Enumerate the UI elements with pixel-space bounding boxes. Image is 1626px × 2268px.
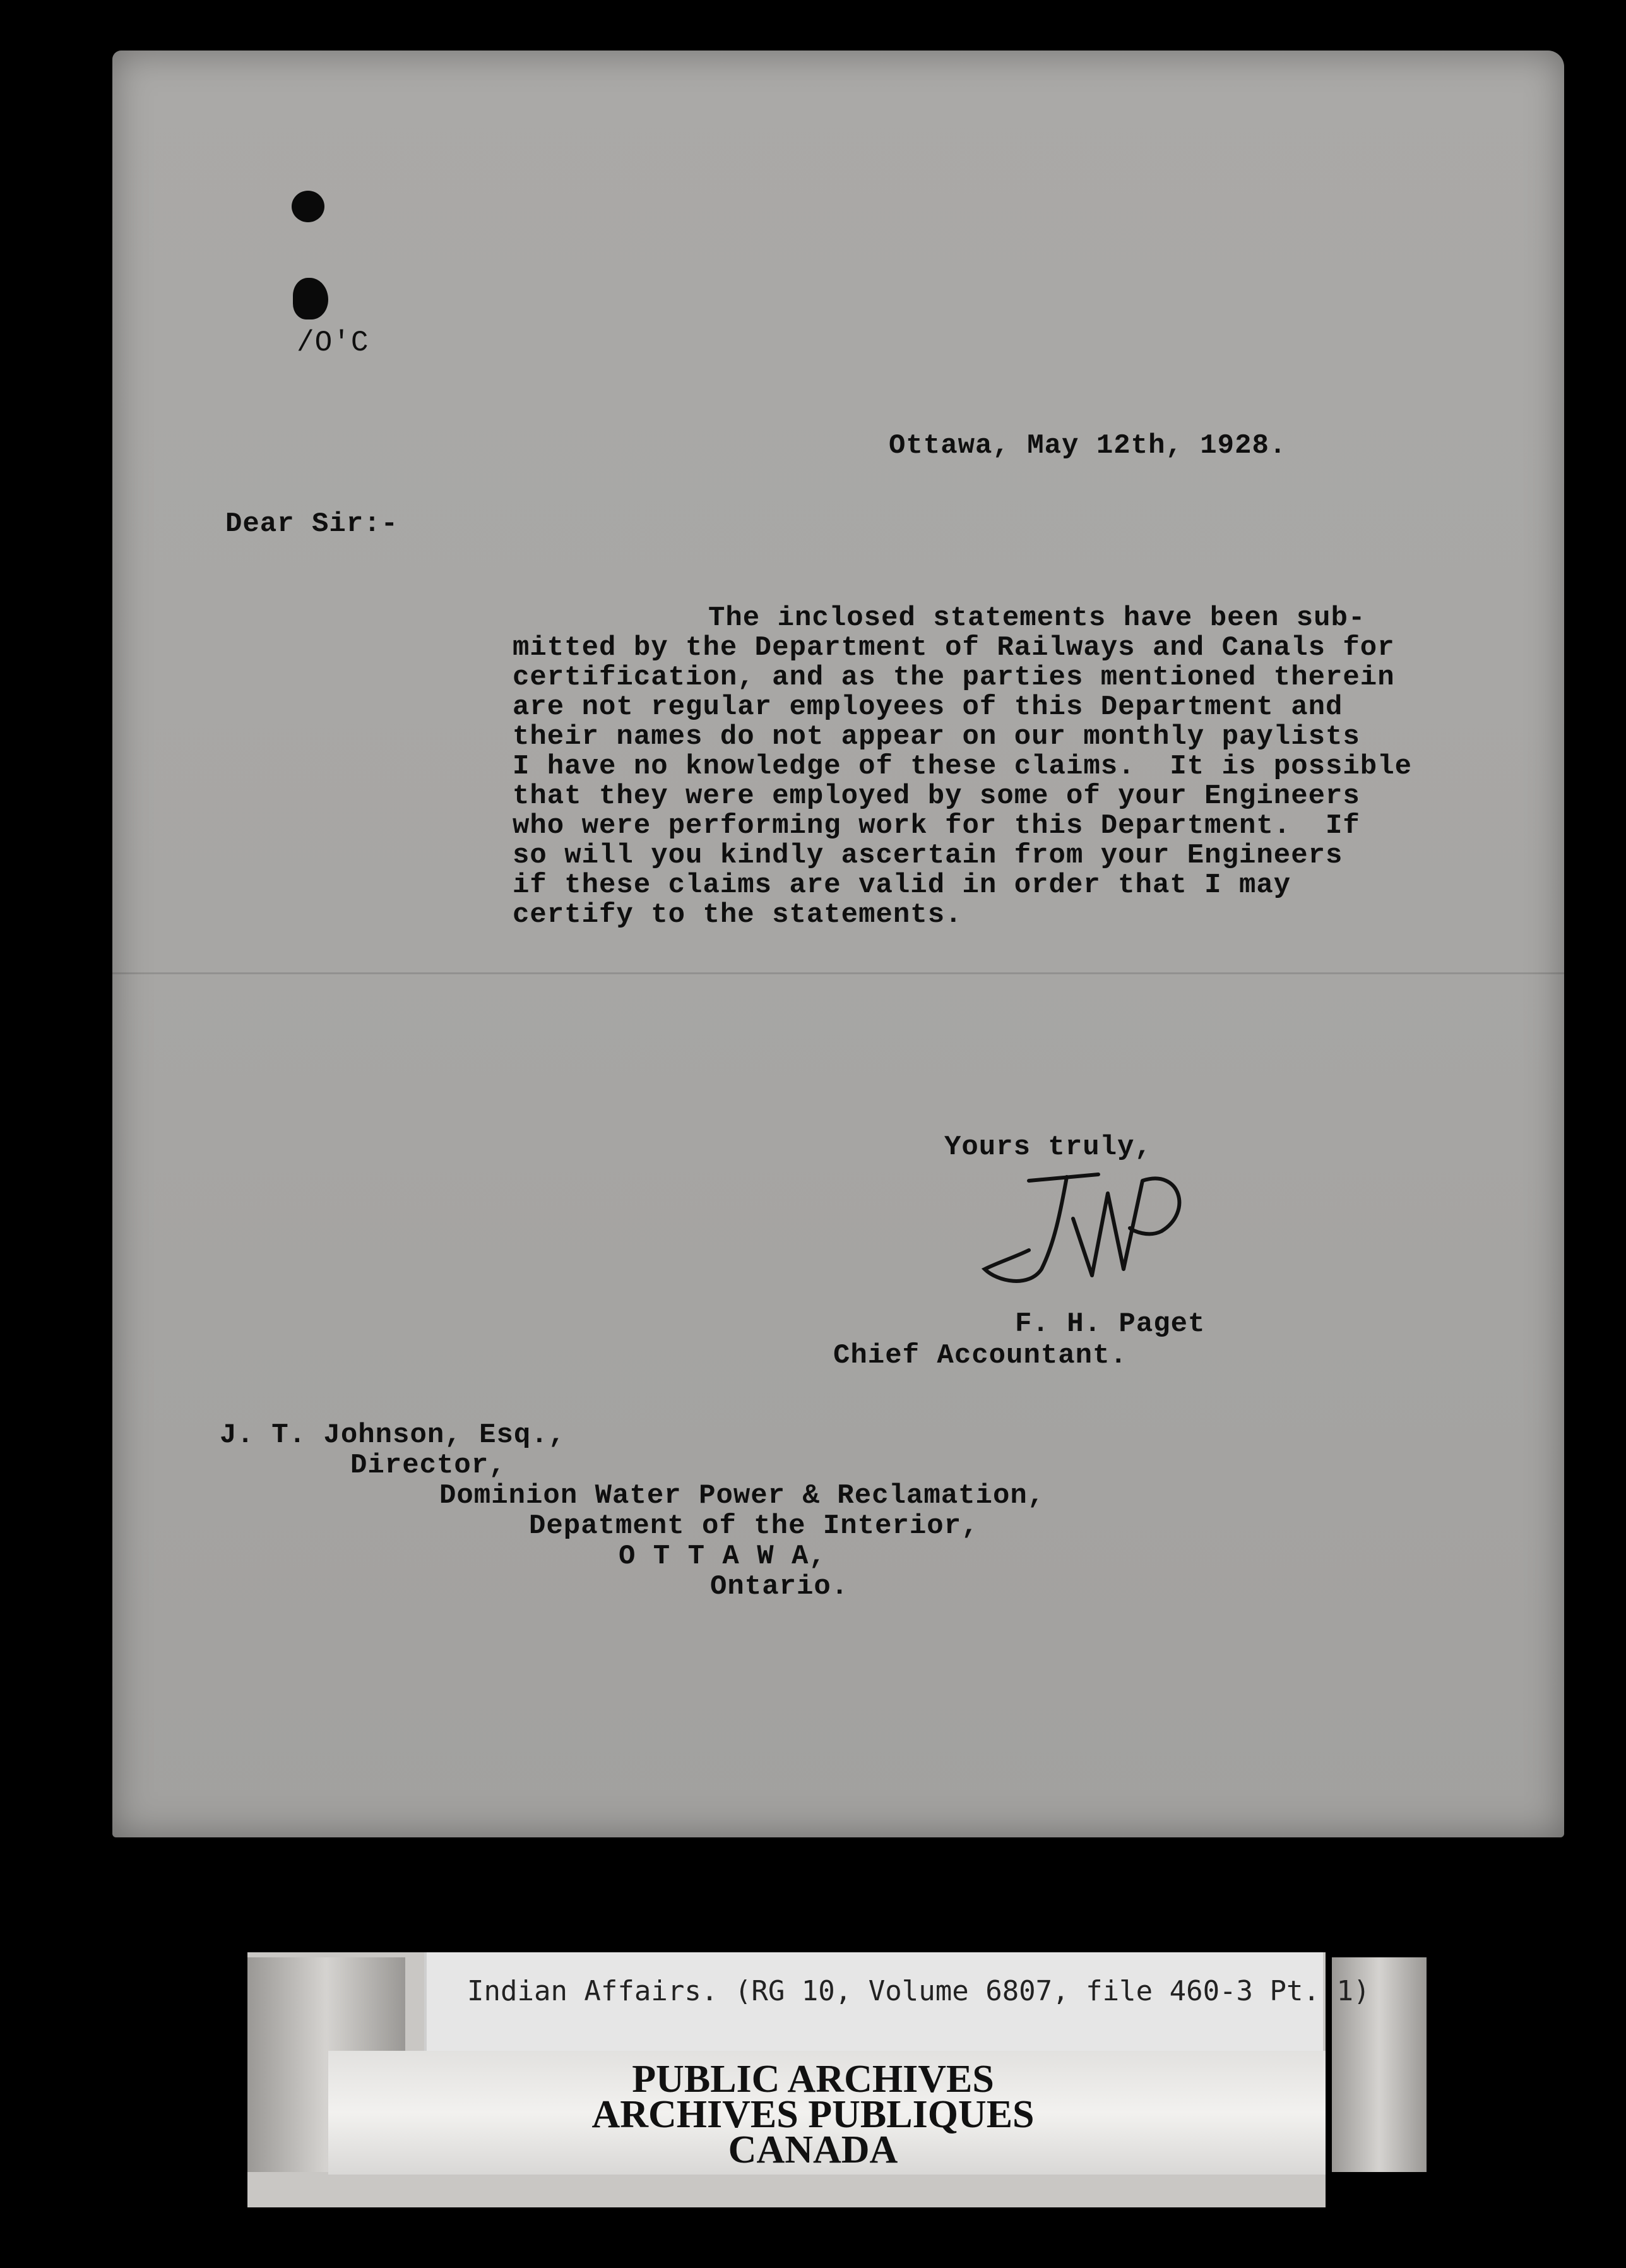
letter-sheet [112,51,1564,1837]
archive-stamp-line: CANADA [728,2128,898,2171]
archive-reference: Indian Affairs. (RG 10, Volume 6807, file 460-3 Pt. 1) [467,1975,1370,2007]
addressee-province: Ontario. [710,1571,849,1603]
fold-line [112,972,1564,974]
body-line: that they were employed by some of your Engineers [513,780,1360,812]
punch-hole-top [292,191,324,222]
archive-stamp-line: ARCHIVES PUBLIQUES [591,2093,1035,2136]
body-line: if these claims are valid in order that I may [513,869,1291,901]
signature-mark [972,1155,1199,1294]
body-line: so will you kindly ascertain from your Engineers [513,840,1343,871]
addressee-name: J. T. Johnson, Esq., [220,1419,566,1451]
body-line: The inclosed statements have been sub- [708,602,1366,634]
addressee-branch: Dominion Water Power & Reclamation, [439,1480,1045,1512]
body-line: I have no knowledge of these claims. It is possible [513,751,1413,782]
body-line: are not regular employees of this Department and [513,691,1343,723]
addressee-title: Director, [350,1450,506,1481]
archive-stamp-line: PUBLIC ARCHIVES [632,2058,994,2101]
file-mark: /O'C [297,326,369,359]
punch-hole-bottom [293,278,328,319]
addressee-city: O T T A W A, [619,1541,826,1572]
salutation: Dear Sir:- [225,508,399,540]
body-line: certify to the statements. [513,899,963,931]
closing: Yours truly, [944,1131,1152,1163]
body-line: their names do not appear on our monthly paylists [513,721,1360,753]
body-line: who were performing work for this Department. If [513,810,1360,842]
signatory-name: F. H. Paget [1015,1308,1206,1340]
signatory-title: Chief Accountant. [833,1340,1127,1371]
addressee-department: Depatment of the Interior, [529,1510,979,1542]
body-line: certification, and as the parties mentioned therein [513,662,1395,693]
body-line: mitted by the Department of Railways and Canals for [513,632,1395,664]
letter-date: Ottawa, May 12th, 1928. [889,430,1287,462]
